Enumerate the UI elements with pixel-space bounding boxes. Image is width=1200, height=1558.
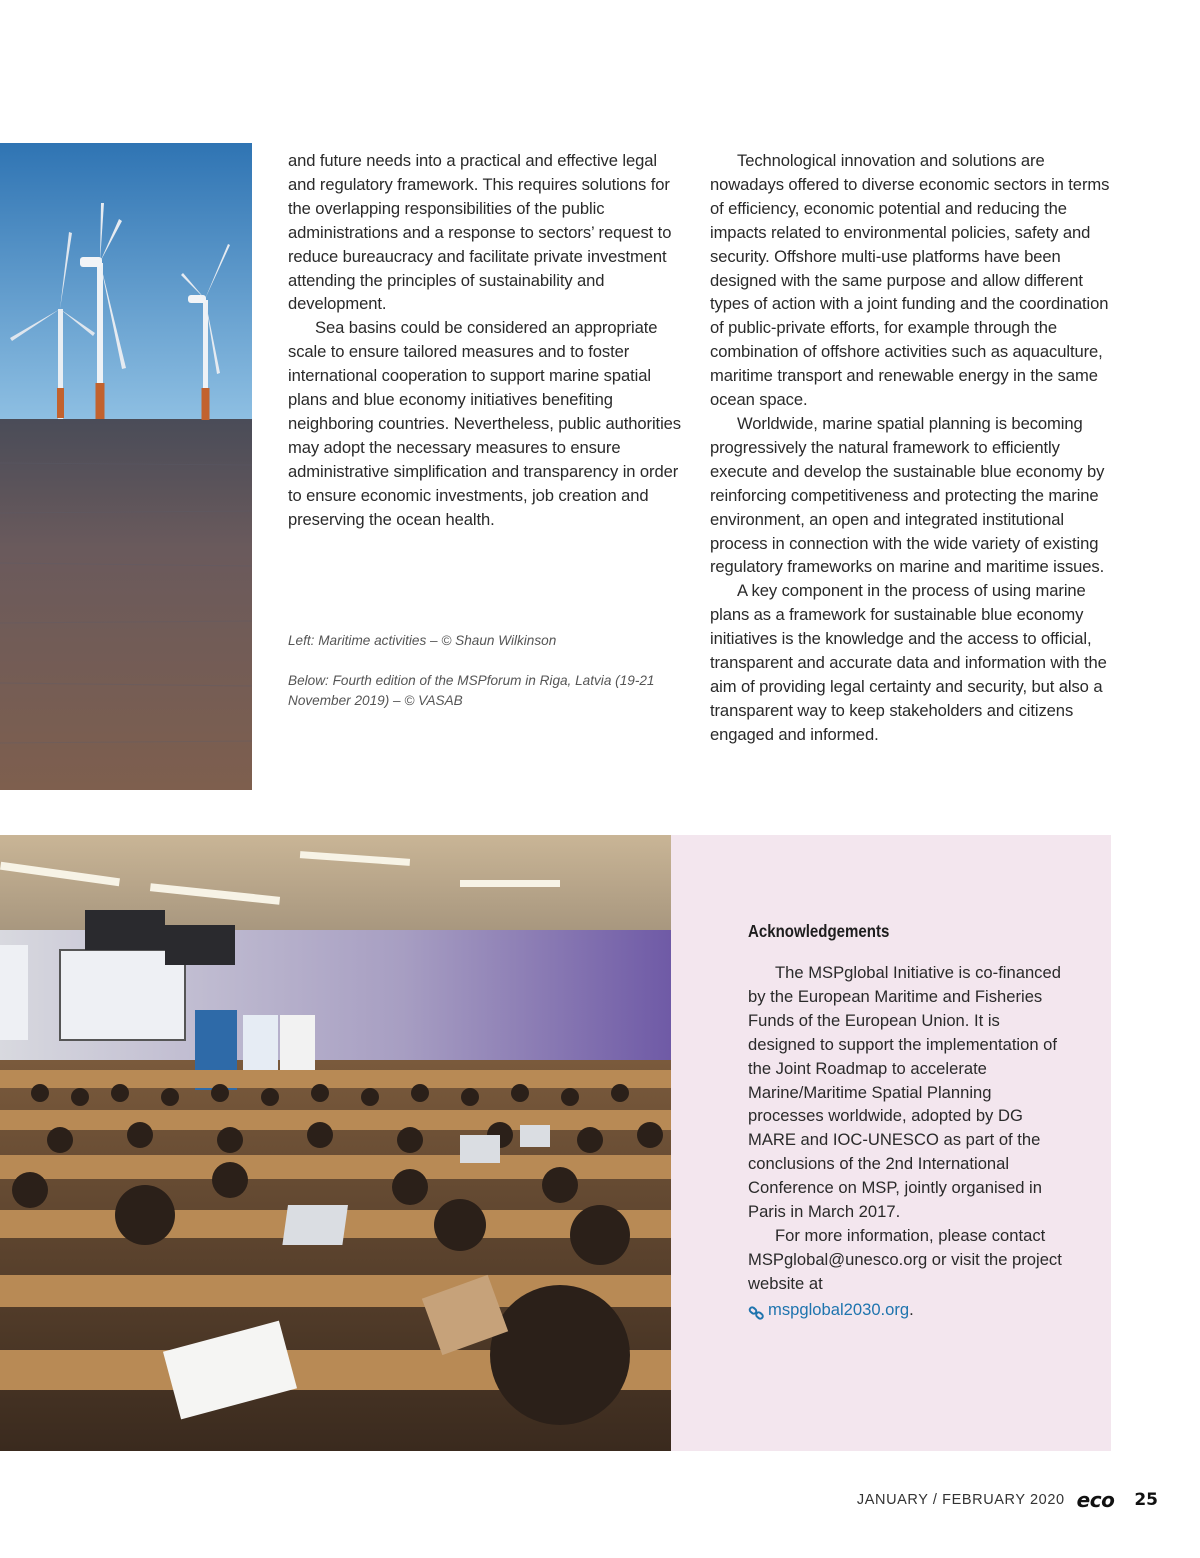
wind-turbines-photo [0, 143, 252, 790]
page-footer [857, 1488, 1158, 1512]
conference-hall-photo [0, 835, 671, 1451]
article-paragraph: and future needs into a practical and effective legal and regulatory framework. This requires solutions for the overlapping responsibilities of the public administrations and a response to sectors’ request to reduce bureaucracy and facilitate private investment attending the principles of sustainability and development. [288, 151, 672, 314]
acknowledgements-title: Acknowledgements [748, 921, 890, 941]
website-link-line [748, 1298, 1068, 1322]
photo-caption-left: Left: Maritime activities – © Shaun Wilkinson [288, 633, 557, 648]
article-paragraph: Technological innovation and solutions are nowadays offered to diverse economic sectors in terms of efficiency, economic potential and reducing the impacts related to environmental policies, safety and security. Offshore multi-use platforms have been designed with the same purpose and allow different types of action with a joint funding and the coordination of public-private efforts, for example through the combination of offshore activities such as aquaculture, maritime transport and renewable energy in the same ocean space. [710, 151, 1110, 410]
link-suffix: . [909, 1299, 914, 1319]
article-left-column [288, 149, 688, 532]
article-paragraph: A key component in the process of using marine plans as a framework for sustainable blue economy initiatives is the knowledge and the access to official, transparent and accurate data and information with the aim of providing legal certainty and security, but also a transparent way to keep stakeholders and citizens engaged and informed. [710, 581, 1107, 744]
issue-date: JANUARY / FEBRUARY 2020 [856, 1492, 1065, 1508]
article-paragraph: Sea basins could be considered an appropriate scale to ensure tailored measures and to foster international cooperation to support marine spatial plans and blue economy initiatives benefiting neighboring countries. Nevertheless, public authorities may adopt the necessary measures to ensure administrative simplification and transparency in order to ensure economic investments, job creation and preserving the ocean health. [288, 318, 681, 529]
acknowledgements-body [748, 961, 1068, 1322]
project-website-link[interactable]: mspglobal2030.org [768, 1299, 910, 1319]
acknowledgements-paragraph: The MSPglobal Initiative is co-financed by the European Maritime and Fisheries Funds of the European Union. It is designed to support the implementation of the Joint Roadmap to accelerate Marine/Maritime Spatial Planning processes worldwide, adopted by DG MARE and IOC-UNESCO as part of the conclusions of the 2nd International Conference on MSP, jointly organised in Paris in March 2017. [748, 963, 1061, 1222]
page-number: 25 [1134, 1490, 1158, 1510]
acknowledgements-paragraph: For more information, please contact MSPglobal@unesco.org or visit the project website at [748, 1225, 1062, 1293]
photo-caption-below: Below: Fourth edition of the MSPforum in Riga, Latvia (19-21 November 2019) – © VASAB [288, 673, 655, 708]
link-icon [748, 1303, 766, 1317]
article-right-column [710, 149, 1112, 747]
article-paragraph: Worldwide, marine spatial planning is becoming progressively the natural framework to efficiently execute and develop the sustainable blue economy by reinforcing competitiveness and protecting the marine environment, an open and integrated institutional process in connection with the wide variety of existing regulatory frameworks on marine and maritime issues. [710, 413, 1105, 577]
magazine-logo: eco [1076, 1488, 1115, 1512]
